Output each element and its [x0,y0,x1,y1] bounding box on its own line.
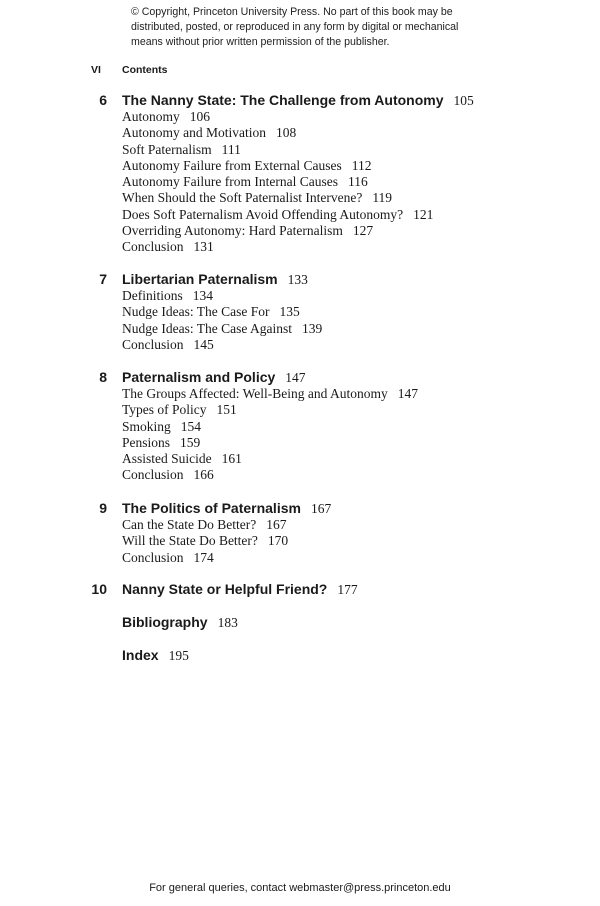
toc-entry[interactable] [0,550,600,566]
chapter-heading[interactable] [0,369,600,386]
entry-page: 106 [189,109,211,124]
chapter-page: 105 [453,93,474,108]
entry-page: 111 [221,141,241,157]
entry-page: 108 [276,125,297,141]
chapter-heading[interactable] [0,271,600,288]
chapter-page: 177 [337,582,358,597]
entry-title: Conclusion [122,336,184,352]
chapter-heading[interactable] [0,500,600,517]
toc-entry[interactable] [0,190,600,206]
toc-section [0,500,600,566]
entry-title: Autonomy and Motivation [122,125,266,141]
entry-title: Will the State Do Better? [122,533,258,549]
toc-entry[interactable] [0,402,600,418]
copyright-notice: © Copyright, Princeton University Press. No part of this book may be distributed, posted, or reproduced in any form by digital or mechanical means without prior written permission of the publisher. [131,6,459,48]
toc-entry[interactable] [0,517,600,533]
chapter-title: Paternalism and Policy [122,369,276,385]
chapter-title: Nanny State or Helpful Friend? [122,581,328,597]
entry-page: 154 [180,418,202,434]
chapter-heading[interactable] [0,92,600,109]
entry-page: 147 [397,386,418,401]
entry-title: Soft Paternalism [122,141,212,157]
toc-section [0,92,600,256]
entry-page: 151 [216,402,237,418]
entry-title: Smoking [122,418,171,434]
toc-entry[interactable] [0,142,600,158]
toc-entry[interactable] [0,239,600,255]
entry-page: 159 [180,434,201,450]
chapter-heading[interactable] [0,614,600,631]
toc-entry[interactable] [0,207,600,223]
chapter-number: 8 [99,369,107,385]
entry-title: Autonomy Failure from Internal Causes [122,174,338,190]
entry-page: 139 [301,320,323,336]
entry-title: Overriding Autonomy: Hard Paternalism [122,223,343,239]
toc-entry[interactable] [0,125,600,141]
entry-page: 135 [279,304,300,320]
entry-title: Nudge Ideas: The Case Against [122,320,292,336]
chapter-page: 147 [285,370,306,385]
toc-entry[interactable] [0,337,600,353]
running-head-title: Contents [122,64,168,76]
footer-contact: For general queries, contact webmaster@press.princeton.edu [149,882,451,894]
entry-page: 167 [266,517,287,532]
entry-page: 116 [347,174,368,190]
entry-title: The Groups Affected: Well-Being and Autonomy [122,386,388,401]
entry-page: 127 [352,223,374,239]
entry-title: Pensions [122,434,171,450]
toc-entry[interactable] [0,419,600,435]
entry-page: 166 [193,467,214,483]
entry-title: Nudge Ideas: The Case For [122,304,270,320]
entry-page: 134 [192,288,213,303]
entry-title: Does Soft Paternalism Avoid Offending Autonomy? [122,206,404,222]
entry-title: Can the State Do Better? [122,517,257,532]
entry-title: When Should the Soft Paternalist Intervene? [122,190,363,206]
chapter-title: Index [122,647,159,663]
entry-page: 112 [351,157,372,173]
toc-entry[interactable] [0,533,600,549]
entry-page: 121 [413,206,434,222]
entry-page: 170 [267,533,289,549]
chapter-number: 7 [99,271,107,287]
toc-section [0,271,600,353]
entry-title: Conclusion [122,549,184,565]
toc-entry[interactable] [0,451,600,467]
toc-section [0,614,600,631]
chapter-page: 183 [217,615,238,630]
entry-title: Conclusion [122,239,184,255]
entry-page: 174 [193,549,214,565]
toc-entry[interactable] [0,304,600,320]
chapter-number: 9 [99,500,107,516]
running-head-page-number: VI [91,64,101,76]
toc-section [0,581,600,598]
chapter-number: 10 [91,581,107,597]
entry-title: Assisted Suicide [122,451,212,467]
chapter-title: Libertarian Paternalism [122,271,278,287]
entry-title: Autonomy Failure from External Causes [122,157,342,173]
entry-title: Conclusion [122,467,184,483]
chapter-title: The Nanny State: The Challenge from Autonomy [122,92,444,108]
chapter-heading[interactable] [0,647,600,664]
chapter-title: Bibliography [122,614,208,630]
toc-entry[interactable] [0,386,600,402]
entry-page: 119 [372,190,393,206]
chapter-title: The Politics of Paternalism [122,500,301,516]
toc-entry[interactable] [0,321,600,337]
entry-title: Autonomy [122,109,180,124]
chapter-page: 167 [310,501,332,516]
entry-page: 161 [221,451,242,467]
toc-entry[interactable] [0,288,600,304]
toc-entry[interactable] [0,435,600,451]
entry-title: Types of Policy [122,402,207,418]
entry-page: 131 [193,239,214,255]
toc-entry[interactable] [0,223,600,239]
chapter-page: 133 [287,272,308,287]
entry-page: 145 [193,336,214,352]
chapter-page: 195 [168,648,189,663]
entry-title: Definitions [122,288,183,303]
toc-entry[interactable] [0,174,600,190]
toc-section [0,369,600,484]
toc-entry[interactable] [0,109,600,125]
chapter-number: 6 [99,92,107,108]
toc-entry[interactable] [0,158,600,174]
toc-entry[interactable] [0,467,600,483]
toc-section [0,647,600,664]
chapter-heading[interactable] [0,581,600,598]
